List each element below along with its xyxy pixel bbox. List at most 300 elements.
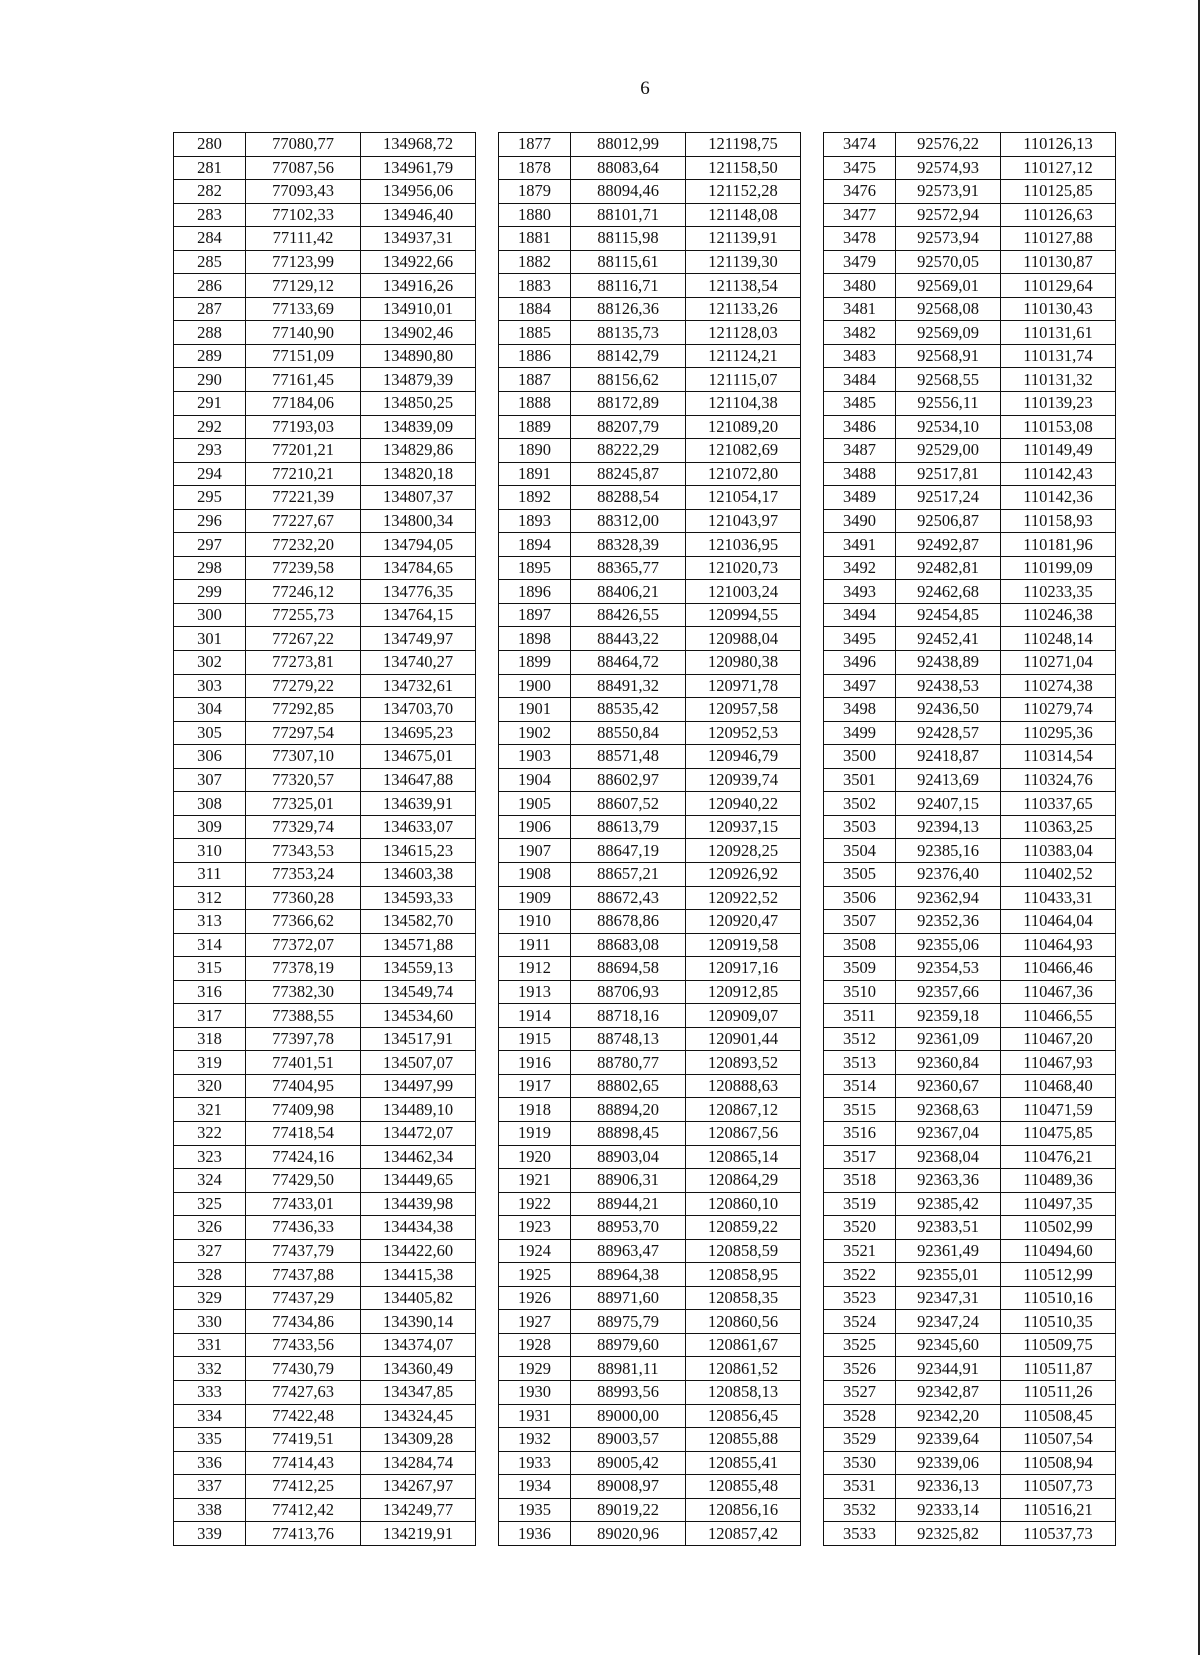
x-coordinate-cell: 77221,39 — [246, 486, 361, 510]
point-number-cell: 330 — [174, 1310, 246, 1334]
y-coordinate-cell: 110363,25 — [1001, 815, 1116, 839]
table-row — [174, 368, 1116, 392]
y-coordinate-cell: 120939,74 — [686, 768, 801, 792]
point-number-cell: 293 — [174, 439, 246, 463]
y-coordinate-cell: 110337,65 — [1001, 792, 1116, 816]
point-number-cell: 326 — [174, 1216, 246, 1240]
y-coordinate-cell: 110537,73 — [1001, 1522, 1116, 1546]
y-coordinate-cell: 134507,07 — [361, 1051, 476, 1075]
y-coordinate-cell: 120988,04 — [686, 627, 801, 651]
point-number-cell: 1903 — [499, 745, 571, 769]
point-number-cell: 331 — [174, 1333, 246, 1357]
column-gap — [801, 1121, 824, 1145]
y-coordinate-cell: 120917,16 — [686, 957, 801, 981]
x-coordinate-cell: 77412,25 — [246, 1475, 361, 1499]
x-coordinate-cell: 77297,54 — [246, 721, 361, 745]
point-number-cell: 1904 — [499, 768, 571, 792]
point-number-cell: 1909 — [499, 886, 571, 910]
x-coordinate-cell: 92556,11 — [896, 392, 1001, 416]
column-gap — [801, 1310, 824, 1334]
column-gap — [476, 933, 499, 957]
y-coordinate-cell: 110508,94 — [1001, 1451, 1116, 1475]
y-coordinate-cell: 121124,21 — [686, 344, 801, 368]
x-coordinate-cell: 88613,79 — [571, 815, 686, 839]
y-coordinate-cell: 110383,04 — [1001, 839, 1116, 863]
column-gap — [801, 980, 824, 1004]
y-coordinate-cell: 110433,31 — [1001, 886, 1116, 910]
x-coordinate-cell: 77437,88 — [246, 1263, 361, 1287]
x-coordinate-cell: 77378,19 — [246, 957, 361, 981]
table-row — [174, 1169, 1116, 1193]
column-gap — [476, 1357, 499, 1381]
y-coordinate-cell: 134633,07 — [361, 815, 476, 839]
table-row — [174, 1263, 1116, 1287]
column-gap — [801, 1004, 824, 1028]
x-coordinate-cell: 77246,12 — [246, 580, 361, 604]
table-row — [174, 980, 1116, 1004]
point-number-cell: 306 — [174, 745, 246, 769]
point-number-cell: 3498 — [824, 698, 896, 722]
y-coordinate-cell: 134374,07 — [361, 1333, 476, 1357]
table-row — [174, 1428, 1116, 1452]
point-number-cell: 3476 — [824, 180, 896, 204]
column-gap — [476, 1428, 499, 1452]
point-number-cell: 292 — [174, 415, 246, 439]
x-coordinate-cell: 77427,63 — [246, 1380, 361, 1404]
x-coordinate-cell: 92333,14 — [896, 1498, 1001, 1522]
column-gap — [801, 886, 824, 910]
point-number-cell: 3493 — [824, 580, 896, 604]
point-number-cell: 1931 — [499, 1404, 571, 1428]
point-number-cell: 1898 — [499, 627, 571, 651]
x-coordinate-cell: 88963,47 — [571, 1239, 686, 1263]
x-coordinate-cell: 88491,32 — [571, 674, 686, 698]
point-number-cell: 284 — [174, 227, 246, 251]
point-number-cell: 301 — [174, 627, 246, 651]
x-coordinate-cell: 77343,53 — [246, 839, 361, 863]
point-number-cell: 319 — [174, 1051, 246, 1075]
column-gap — [801, 392, 824, 416]
x-coordinate-cell: 77397,78 — [246, 1027, 361, 1051]
table-row — [174, 910, 1116, 934]
x-coordinate-cell: 77123,99 — [246, 250, 361, 274]
y-coordinate-cell: 121138,54 — [686, 274, 801, 298]
table-row — [174, 815, 1116, 839]
column-gap — [801, 792, 824, 816]
column-gap — [801, 1404, 824, 1428]
y-coordinate-cell: 134937,31 — [361, 227, 476, 251]
column-gap — [476, 721, 499, 745]
column-gap — [476, 462, 499, 486]
x-coordinate-cell: 77267,22 — [246, 627, 361, 651]
column-gap — [476, 156, 499, 180]
x-coordinate-cell: 88083,64 — [571, 156, 686, 180]
y-coordinate-cell: 110158,93 — [1001, 509, 1116, 533]
point-number-cell: 329 — [174, 1286, 246, 1310]
point-number-cell: 3507 — [824, 910, 896, 934]
column-gap — [476, 1051, 499, 1075]
column-gap — [476, 133, 499, 157]
column-gap — [476, 297, 499, 321]
point-number-cell: 1936 — [499, 1522, 571, 1546]
point-number-cell: 3495 — [824, 627, 896, 651]
point-number-cell: 289 — [174, 344, 246, 368]
x-coordinate-cell: 77366,62 — [246, 910, 361, 934]
y-coordinate-cell: 110467,20 — [1001, 1027, 1116, 1051]
table-row — [174, 1357, 1116, 1381]
x-coordinate-cell: 92342,87 — [896, 1380, 1001, 1404]
table-row — [174, 651, 1116, 675]
table-row — [174, 274, 1116, 298]
point-number-cell: 3483 — [824, 344, 896, 368]
y-coordinate-cell: 121198,75 — [686, 133, 801, 157]
column-gap — [801, 1498, 824, 1522]
point-number-cell: 303 — [174, 674, 246, 698]
x-coordinate-cell: 89003,57 — [571, 1428, 686, 1452]
column-gap — [801, 1475, 824, 1499]
column-gap — [801, 297, 824, 321]
table-row — [174, 721, 1116, 745]
y-coordinate-cell: 134784,65 — [361, 556, 476, 580]
point-number-cell: 298 — [174, 556, 246, 580]
table-row — [174, 439, 1116, 463]
x-coordinate-cell: 92368,63 — [896, 1098, 1001, 1122]
table-row — [174, 1310, 1116, 1334]
point-number-cell: 3508 — [824, 933, 896, 957]
x-coordinate-cell: 77419,51 — [246, 1428, 361, 1452]
y-coordinate-cell: 134347,85 — [361, 1380, 476, 1404]
column-gap — [801, 603, 824, 627]
column-gap — [476, 1121, 499, 1145]
y-coordinate-cell: 134703,70 — [361, 698, 476, 722]
y-coordinate-cell: 134807,37 — [361, 486, 476, 510]
point-number-cell: 3509 — [824, 957, 896, 981]
column-gap — [801, 1098, 824, 1122]
y-coordinate-cell: 110512,99 — [1001, 1263, 1116, 1287]
y-coordinate-cell: 120922,52 — [686, 886, 801, 910]
column-gap — [476, 533, 499, 557]
x-coordinate-cell: 92352,36 — [896, 910, 1001, 934]
y-coordinate-cell: 110468,40 — [1001, 1074, 1116, 1098]
x-coordinate-cell: 88979,60 — [571, 1333, 686, 1357]
x-coordinate-cell: 88443,22 — [571, 627, 686, 651]
table-row — [174, 1404, 1116, 1428]
point-number-cell: 3513 — [824, 1051, 896, 1075]
column-gap — [476, 1169, 499, 1193]
point-number-cell: 3528 — [824, 1404, 896, 1428]
y-coordinate-cell: 134517,91 — [361, 1027, 476, 1051]
column-gap — [801, 1428, 824, 1452]
column-gap — [476, 886, 499, 910]
y-coordinate-cell: 110131,32 — [1001, 368, 1116, 392]
point-number-cell: 294 — [174, 462, 246, 486]
x-coordinate-cell: 92336,13 — [896, 1475, 1001, 1499]
x-coordinate-cell: 92576,22 — [896, 133, 1001, 157]
point-number-cell: 3512 — [824, 1027, 896, 1051]
point-number-cell: 3487 — [824, 439, 896, 463]
y-coordinate-cell: 134472,07 — [361, 1121, 476, 1145]
y-coordinate-cell: 110181,96 — [1001, 533, 1116, 557]
point-number-cell: 281 — [174, 156, 246, 180]
y-coordinate-cell: 110279,74 — [1001, 698, 1116, 722]
y-coordinate-cell: 120901,44 — [686, 1027, 801, 1051]
y-coordinate-cell: 120856,16 — [686, 1498, 801, 1522]
point-number-cell: 1916 — [499, 1051, 571, 1075]
x-coordinate-cell: 88245,87 — [571, 462, 686, 486]
y-coordinate-cell: 120980,38 — [686, 651, 801, 675]
x-coordinate-cell: 77434,86 — [246, 1310, 361, 1334]
column-gap — [476, 627, 499, 651]
x-coordinate-cell: 88328,39 — [571, 533, 686, 557]
point-number-cell: 3524 — [824, 1310, 896, 1334]
table-row — [174, 1451, 1116, 1475]
x-coordinate-cell: 88802,65 — [571, 1074, 686, 1098]
column-gap — [476, 509, 499, 533]
table-row — [174, 745, 1116, 769]
table-row — [174, 792, 1116, 816]
y-coordinate-cell: 110467,93 — [1001, 1051, 1116, 1075]
y-coordinate-cell: 110464,04 — [1001, 910, 1116, 934]
x-coordinate-cell: 88135,73 — [571, 321, 686, 345]
x-coordinate-cell: 92418,87 — [896, 745, 1001, 769]
y-coordinate-cell: 121036,95 — [686, 533, 801, 557]
y-coordinate-cell: 134850,25 — [361, 392, 476, 416]
point-number-cell: 1901 — [499, 698, 571, 722]
table-row — [174, 768, 1116, 792]
x-coordinate-cell: 88903,04 — [571, 1145, 686, 1169]
column-gap — [476, 815, 499, 839]
y-coordinate-cell: 110402,52 — [1001, 862, 1116, 886]
table-row — [174, 1522, 1116, 1546]
point-number-cell: 1879 — [499, 180, 571, 204]
table-row — [174, 1098, 1116, 1122]
point-number-cell: 295 — [174, 486, 246, 510]
point-number-cell: 288 — [174, 321, 246, 345]
y-coordinate-cell: 110129,64 — [1001, 274, 1116, 298]
y-coordinate-cell: 121133,26 — [686, 297, 801, 321]
point-number-cell: 1894 — [499, 533, 571, 557]
point-number-cell: 323 — [174, 1145, 246, 1169]
point-number-cell: 310 — [174, 839, 246, 863]
x-coordinate-cell: 88694,58 — [571, 957, 686, 981]
point-number-cell: 1910 — [499, 910, 571, 934]
y-coordinate-cell: 120861,67 — [686, 1333, 801, 1357]
x-coordinate-cell: 88718,16 — [571, 1004, 686, 1028]
y-coordinate-cell: 110142,36 — [1001, 486, 1116, 510]
point-number-cell: 3482 — [824, 321, 896, 345]
table-row — [174, 862, 1116, 886]
point-number-cell: 1929 — [499, 1357, 571, 1381]
column-gap — [476, 180, 499, 204]
point-number-cell: 322 — [174, 1121, 246, 1145]
point-number-cell: 1930 — [499, 1380, 571, 1404]
y-coordinate-cell: 110153,08 — [1001, 415, 1116, 439]
point-number-cell: 337 — [174, 1475, 246, 1499]
point-number-cell: 3515 — [824, 1098, 896, 1122]
x-coordinate-cell: 77388,55 — [246, 1004, 361, 1028]
x-coordinate-cell: 77227,67 — [246, 509, 361, 533]
column-gap — [476, 792, 499, 816]
y-coordinate-cell: 110511,87 — [1001, 1357, 1116, 1381]
column-gap — [801, 768, 824, 792]
point-number-cell: 3485 — [824, 392, 896, 416]
y-coordinate-cell: 120867,12 — [686, 1098, 801, 1122]
x-coordinate-cell: 77413,76 — [246, 1522, 361, 1546]
table-row — [174, 933, 1116, 957]
y-coordinate-cell: 121148,08 — [686, 203, 801, 227]
y-coordinate-cell: 134415,38 — [361, 1263, 476, 1287]
point-number-cell: 327 — [174, 1239, 246, 1263]
point-number-cell: 297 — [174, 533, 246, 557]
point-number-cell: 3478 — [824, 227, 896, 251]
x-coordinate-cell: 92354,53 — [896, 957, 1001, 981]
point-number-cell: 328 — [174, 1263, 246, 1287]
y-coordinate-cell: 110507,54 — [1001, 1428, 1116, 1452]
point-number-cell: 1907 — [499, 839, 571, 863]
column-gap — [476, 486, 499, 510]
point-number-cell: 1900 — [499, 674, 571, 698]
table-row — [174, 674, 1116, 698]
y-coordinate-cell: 134916,26 — [361, 274, 476, 298]
point-number-cell: 1887 — [499, 368, 571, 392]
y-coordinate-cell: 134593,33 — [361, 886, 476, 910]
x-coordinate-cell: 92361,49 — [896, 1239, 1001, 1263]
table-row — [174, 1004, 1116, 1028]
point-number-cell: 307 — [174, 768, 246, 792]
column-gap — [801, 1074, 824, 1098]
point-number-cell: 3506 — [824, 886, 896, 910]
x-coordinate-cell: 77433,56 — [246, 1333, 361, 1357]
y-coordinate-cell: 120893,52 — [686, 1051, 801, 1075]
x-coordinate-cell: 89008,97 — [571, 1475, 686, 1499]
column-gap — [476, 556, 499, 580]
x-coordinate-cell: 92345,60 — [896, 1333, 1001, 1357]
y-coordinate-cell: 134360,49 — [361, 1357, 476, 1381]
x-coordinate-cell: 77320,57 — [246, 768, 361, 792]
table-row — [174, 1051, 1116, 1075]
column-gap — [476, 980, 499, 1004]
y-coordinate-cell: 110489,36 — [1001, 1169, 1116, 1193]
y-coordinate-cell: 134603,38 — [361, 862, 476, 886]
point-number-cell: 3501 — [824, 768, 896, 792]
x-coordinate-cell: 88953,70 — [571, 1216, 686, 1240]
x-coordinate-cell: 88116,71 — [571, 274, 686, 298]
x-coordinate-cell: 77193,03 — [246, 415, 361, 439]
point-number-cell: 1913 — [499, 980, 571, 1004]
x-coordinate-cell: 77424,16 — [246, 1145, 361, 1169]
point-number-cell: 321 — [174, 1098, 246, 1122]
y-coordinate-cell: 110475,85 — [1001, 1121, 1116, 1145]
x-coordinate-cell: 92385,42 — [896, 1192, 1001, 1216]
x-coordinate-cell: 77409,98 — [246, 1098, 361, 1122]
x-coordinate-cell: 92517,81 — [896, 462, 1001, 486]
x-coordinate-cell: 77133,69 — [246, 297, 361, 321]
table-row — [174, 839, 1116, 863]
y-coordinate-cell: 110271,04 — [1001, 651, 1116, 675]
x-coordinate-cell: 92482,81 — [896, 556, 1001, 580]
x-coordinate-cell: 92569,01 — [896, 274, 1001, 298]
y-coordinate-cell: 110199,09 — [1001, 556, 1116, 580]
x-coordinate-cell: 88683,08 — [571, 933, 686, 957]
point-number-cell: 3500 — [824, 745, 896, 769]
point-number-cell: 3530 — [824, 1451, 896, 1475]
x-coordinate-cell: 88981,11 — [571, 1357, 686, 1381]
point-number-cell: 3511 — [824, 1004, 896, 1028]
point-number-cell: 1895 — [499, 556, 571, 580]
column-gap — [801, 1169, 824, 1193]
point-number-cell: 1890 — [499, 439, 571, 463]
y-coordinate-cell: 121082,69 — [686, 439, 801, 463]
point-number-cell: 1888 — [499, 392, 571, 416]
column-gap — [476, 1451, 499, 1475]
x-coordinate-cell: 89019,22 — [571, 1498, 686, 1522]
y-coordinate-cell: 121139,30 — [686, 250, 801, 274]
column-gap — [801, 415, 824, 439]
table-row — [174, 203, 1116, 227]
x-coordinate-cell: 77201,21 — [246, 439, 361, 463]
x-coordinate-cell: 77418,54 — [246, 1121, 361, 1145]
y-coordinate-cell: 120920,47 — [686, 910, 801, 934]
point-number-cell: 1924 — [499, 1239, 571, 1263]
point-number-cell: 3510 — [824, 980, 896, 1004]
y-coordinate-cell: 120855,41 — [686, 1451, 801, 1475]
point-number-cell: 325 — [174, 1192, 246, 1216]
point-number-cell: 1891 — [499, 462, 571, 486]
x-coordinate-cell: 92383,51 — [896, 1216, 1001, 1240]
point-number-cell: 3503 — [824, 815, 896, 839]
y-coordinate-cell: 110324,76 — [1001, 768, 1116, 792]
point-number-cell: 1914 — [499, 1004, 571, 1028]
y-coordinate-cell: 134267,97 — [361, 1475, 476, 1499]
y-coordinate-cell: 110466,55 — [1001, 1004, 1116, 1028]
table-row — [174, 297, 1116, 321]
y-coordinate-cell: 121020,73 — [686, 556, 801, 580]
column-gap — [476, 698, 499, 722]
y-coordinate-cell: 134249,77 — [361, 1498, 476, 1522]
point-number-cell: 316 — [174, 980, 246, 1004]
column-gap — [476, 203, 499, 227]
y-coordinate-cell: 134800,34 — [361, 509, 476, 533]
point-number-cell: 296 — [174, 509, 246, 533]
point-number-cell: 302 — [174, 651, 246, 675]
x-coordinate-cell: 88906,31 — [571, 1169, 686, 1193]
x-coordinate-cell: 92385,16 — [896, 839, 1001, 863]
column-gap — [476, 1498, 499, 1522]
x-coordinate-cell: 92529,00 — [896, 439, 1001, 463]
y-coordinate-cell: 120928,25 — [686, 839, 801, 863]
y-coordinate-cell: 120946,79 — [686, 745, 801, 769]
point-number-cell: 3489 — [824, 486, 896, 510]
column-gap — [476, 910, 499, 934]
column-gap — [476, 1004, 499, 1028]
point-number-cell: 3525 — [824, 1333, 896, 1357]
y-coordinate-cell: 134695,23 — [361, 721, 476, 745]
column-gap — [476, 1074, 499, 1098]
column-gap — [476, 1098, 499, 1122]
point-number-cell: 1905 — [499, 792, 571, 816]
y-coordinate-cell: 134647,88 — [361, 768, 476, 792]
x-coordinate-cell: 92360,84 — [896, 1051, 1001, 1075]
x-coordinate-cell: 77239,58 — [246, 556, 361, 580]
x-coordinate-cell: 92569,09 — [896, 321, 1001, 345]
y-coordinate-cell: 110126,13 — [1001, 133, 1116, 157]
x-coordinate-cell: 92534,10 — [896, 415, 1001, 439]
point-number-cell: 1917 — [499, 1074, 571, 1098]
table-row — [174, 1121, 1116, 1145]
point-number-cell: 282 — [174, 180, 246, 204]
column-gap — [476, 839, 499, 863]
y-coordinate-cell: 134324,45 — [361, 1404, 476, 1428]
